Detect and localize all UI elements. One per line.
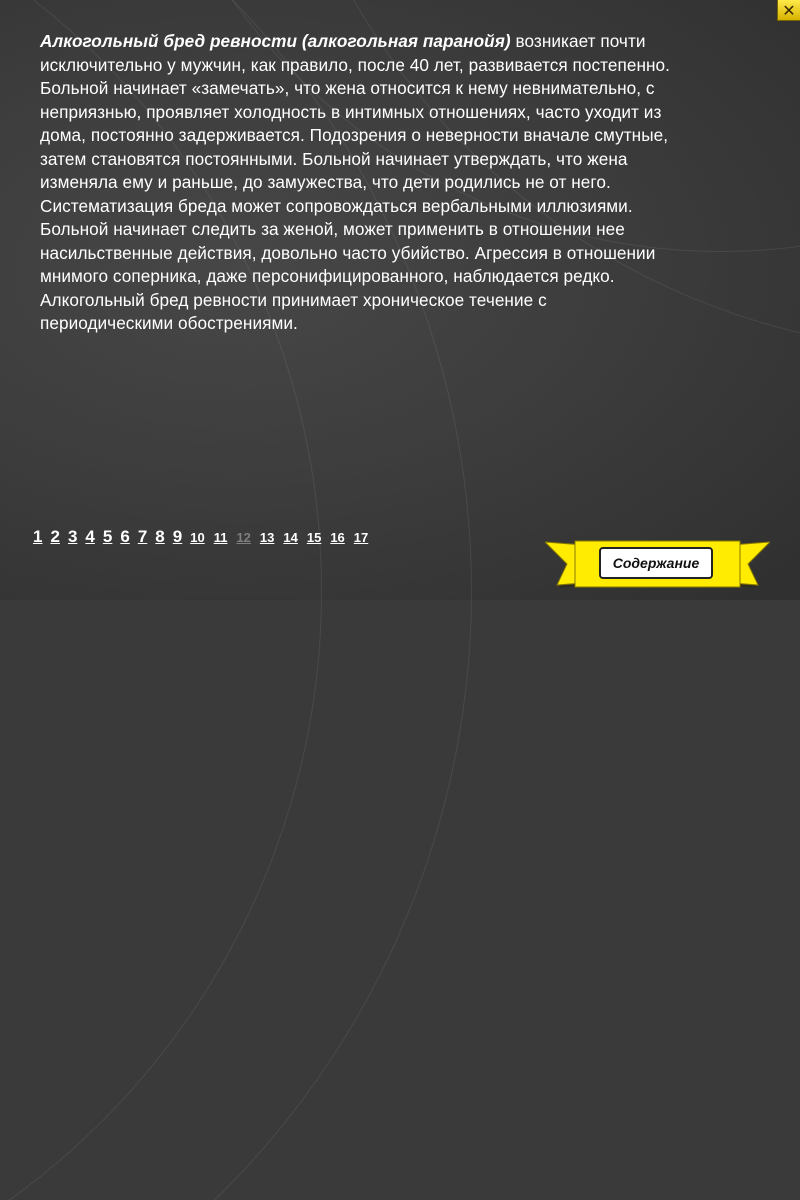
page-navigation (33, 527, 377, 553)
page-link-15[interactable]: 15 (306, 530, 322, 545)
page-link-3[interactable]: 3 (67, 527, 78, 546)
page-link-7[interactable]: 7 (137, 527, 148, 546)
term-description: возникает почти исключительно у мужчин, как правило, после 40 лет, развивается постепенно. Больной начинает «замечать», что жена относится к нему невнимательно, с неприязнью, проявляет холодность в интимных отношениях, часто уходит из дома, постоянно задерживается. Подозрения о неверности вначале смутные, затем становятся постоянными. Больной начинает утверждать, что жена изменяла ему и раньше, до замужества, что дети родились не от него. Систематизация бреда может сопровождаться вербальными иллюзиями. Больной начинает следить за женой, может применить в отношении нее насильственные действия, довольно часто убийство. Агрессия в отношении мнимого соперника, даже персонифицированного, наблюдается редко. Алкогольный бред ревности принимает хроническое течение с периодическими обострениями. (40, 31, 670, 333)
page-link-14[interactable]: 14 (283, 530, 298, 545)
page-link-17[interactable]: 17 (353, 530, 369, 545)
page-link-9[interactable]: 9 (172, 527, 183, 546)
page-link-12[interactable]: 12 (236, 530, 251, 545)
close-button[interactable] (777, 0, 800, 21)
page-link-16[interactable]: 16 (330, 530, 345, 545)
page-link-13[interactable]: 13 (259, 530, 275, 545)
page-link-2[interactable]: 2 (50, 527, 60, 546)
page-link-10[interactable]: 10 (190, 530, 205, 545)
contents-button[interactable] (545, 537, 770, 591)
page-link-5[interactable]: 5 (102, 527, 113, 546)
term-heading: Алкогольный бред ревности (алкогольная паранойя) (40, 31, 511, 51)
page-link-6[interactable]: 6 (120, 527, 130, 546)
page-link-1[interactable]: 1 (33, 527, 43, 546)
page-link-8[interactable]: 8 (155, 527, 165, 546)
close-icon: ✕ (782, 0, 796, 20)
page-link-4[interactable]: 4 (85, 527, 95, 546)
contents-label: Содержание (599, 547, 713, 579)
page-link-11[interactable]: 11 (213, 530, 228, 545)
slide-text (40, 30, 680, 336)
